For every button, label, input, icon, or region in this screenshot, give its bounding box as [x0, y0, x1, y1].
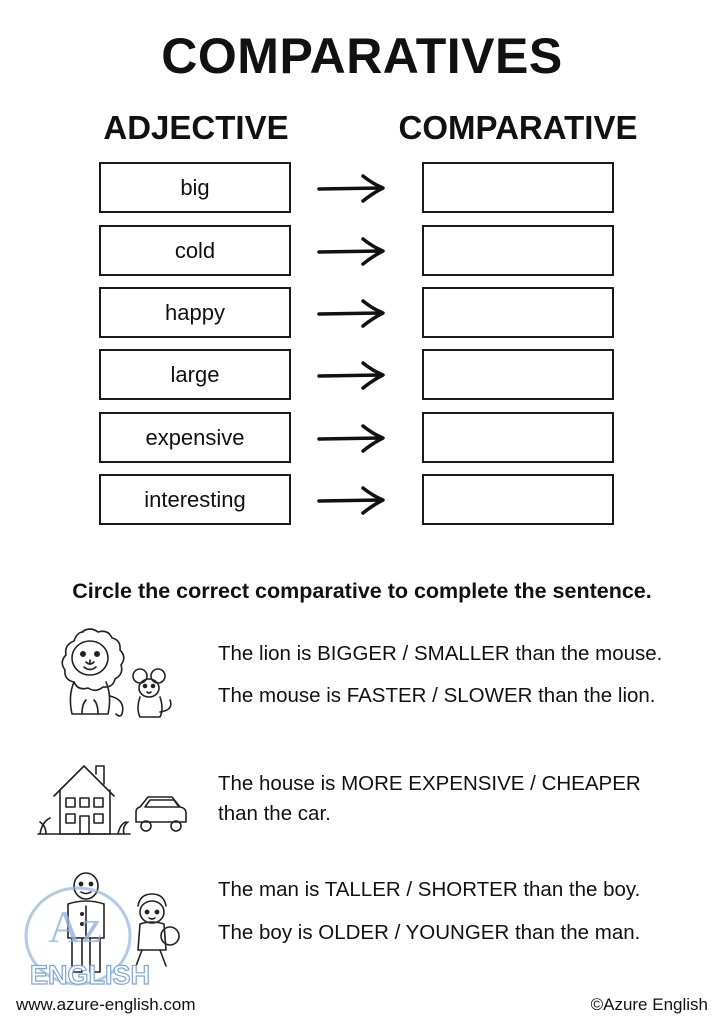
- exercise-row: [0, 287, 724, 338]
- sentence-lion-2: The mouse is FASTER / SLOWER than the lion.: [218, 684, 656, 707]
- logo-letters: Az: [48, 901, 102, 952]
- comparative-answer-box[interactable]: [422, 412, 614, 463]
- exercise-row: [0, 225, 724, 276]
- adjective-box: expensive: [99, 412, 291, 463]
- comparative-answer-box[interactable]: [422, 287, 614, 338]
- adjective-box: interesting: [99, 474, 291, 525]
- exercise-row: [0, 474, 724, 525]
- arrow-right-icon: [315, 168, 387, 208]
- arrow-right-icon: [315, 418, 387, 458]
- sentence-lion-1: The lion is BIGGER / SMALLER than the mouse.: [218, 642, 663, 665]
- sentence-man-1: The man is TALLER / SHORTER than the boy.: [218, 878, 641, 901]
- comparative-answer-box[interactable]: [422, 474, 614, 525]
- house-car-illustration: [34, 760, 194, 840]
- instruction-text: Circle the correct comparative to complete the sentence.: [72, 579, 652, 603]
- sentence-house-1: The house is MORE EXPENSIVE / CHEAPER: [218, 772, 641, 795]
- logo-word: ENGLISH: [30, 960, 151, 990]
- adjective-box: cold: [99, 225, 291, 276]
- sentence-man-2: The boy is OLDER / YOUNGER than the man.: [218, 921, 641, 944]
- adjective-box: happy: [99, 287, 291, 338]
- comparative-answer-box[interactable]: [422, 225, 614, 276]
- comparative-answer-box[interactable]: [422, 162, 614, 213]
- sentence-house-2: than the car.: [218, 802, 331, 825]
- copyright-text: ©Azure English: [590, 995, 708, 1014]
- adjective-box: large: [99, 349, 291, 400]
- exercise-row: [0, 349, 724, 400]
- arrow-right-icon: [315, 355, 387, 395]
- exercise-row: [0, 162, 724, 213]
- lion-mouse-illustration: [40, 624, 190, 724]
- exercise-row: [0, 412, 724, 463]
- page-title: COMPARATIVES: [161, 28, 563, 84]
- azure-english-logo: [20, 880, 151, 990]
- arrow-right-icon: [315, 293, 387, 333]
- adjective-box: big: [99, 162, 291, 213]
- comparative-column-header: COMPARATIVE: [398, 109, 638, 146]
- comparative-answer-box[interactable]: [422, 349, 614, 400]
- adjective-column-header: ADJECTIVE: [103, 109, 289, 146]
- website-url[interactable]: www.azure-english.com: [16, 995, 196, 1014]
- arrow-right-icon: [315, 231, 387, 271]
- arrow-right-icon: [315, 480, 387, 520]
